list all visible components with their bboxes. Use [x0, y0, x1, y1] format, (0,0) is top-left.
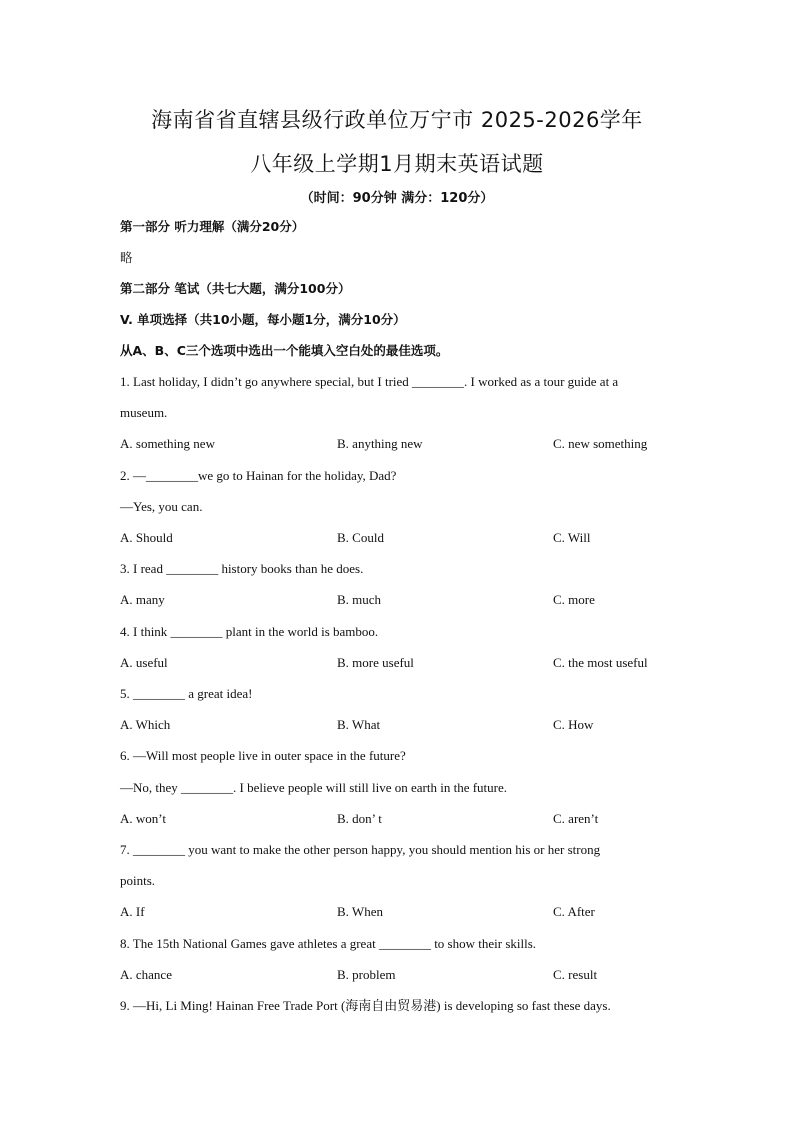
question-4-stem: 4. I think ________ plant in the world is bamboo. [120, 624, 379, 639]
question-3-option-a: A. many [120, 592, 165, 607]
question-4-option-b: B. more useful [337, 655, 414, 670]
question-2-option-a: A. Should [120, 530, 173, 545]
question-5-stem: 5. ________ a great idea! [120, 686, 253, 701]
section-v-instruction: 从A、B、C三个选项中选出一个能填入空白处的最佳选项。 [120, 343, 449, 358]
question-2-reply: —Yes, you can. [120, 499, 203, 514]
question-6-stem: 6. —Will most people live in outer space in the future? [120, 748, 406, 763]
question-5-option-b: B. What [337, 717, 381, 732]
part1-note: 略 [120, 250, 133, 265]
question-1-stem: 1. Last holiday, I didn’t go anywhere special, but I tried ________. I worked as a tour guide at a [120, 374, 619, 389]
question-7-option-a: A. If [120, 904, 145, 919]
question-1-stem-cont: museum. [120, 405, 168, 420]
question-6-option-a: A. won’t [120, 811, 166, 826]
question-6-option-b: B. don’ t [337, 811, 382, 826]
question-8-option-b: B. problem [337, 967, 396, 982]
question-2-stem: 2. —________we go to Hainan for the holiday, Dad? [120, 468, 397, 483]
question-2-option-c: C. Will [553, 530, 591, 545]
question-7-stem-cont: points. [120, 873, 156, 888]
question-7-option-c: C. After [553, 904, 595, 919]
question-5-option-a: A. Which [120, 717, 171, 732]
exam-title-line2: 八年级上学期1月期末英语试题 [250, 152, 544, 176]
exam-time-score: （时间：90分钟 满分：120分） [300, 191, 494, 206]
question-8-option-c: C. result [553, 967, 598, 982]
question-1-option-c: C. new something [553, 436, 648, 451]
question-6-reply: —No, they ________. I believe people will still live on earth in the future. [120, 780, 508, 795]
question-4-option-a: A. useful [120, 655, 168, 670]
question-3-option-c: C. more [553, 592, 595, 607]
question-7-stem: 7. ________ you want to make the other person happy, you should mention his or her strong [120, 842, 601, 857]
question-3-option-b: B. much [337, 592, 382, 607]
question-8-stem: 8. The 15th National Games gave athletes a great ________ to show their skills. [120, 936, 537, 951]
question-3-stem: 3. I read ________ history books than he does. [120, 561, 364, 576]
question-2-option-b: B. Could [337, 530, 384, 545]
part2-heading: 第二部分 笔试（共七大题，满分100分） [120, 281, 351, 296]
section-v-heading: V. 单项选择（共10小题，每小题1分，满分10分） [120, 312, 406, 327]
question-8-option-a: A. chance [120, 967, 172, 982]
part1-heading: 第一部分 听力理解（满分20分） [120, 219, 305, 234]
question-4-option-c: C. the most useful [553, 655, 648, 670]
question-6-option-c: C. aren’t [553, 811, 599, 826]
exam-title-line1: 海南省省直辖县级行政单位万宁市 2025-2026学年 [151, 108, 643, 132]
question-1-option-a: A. something new [120, 436, 215, 451]
question-1-option-b: B. anything new [337, 436, 423, 451]
question-7-option-b: B. When [337, 904, 383, 919]
question-5-option-c: C. How [553, 717, 594, 732]
question-9-stem: 9. —Hi, Li Ming! Hainan Free Trade Port (海南自由贸易港) is developing so fast these days. [120, 998, 611, 1013]
